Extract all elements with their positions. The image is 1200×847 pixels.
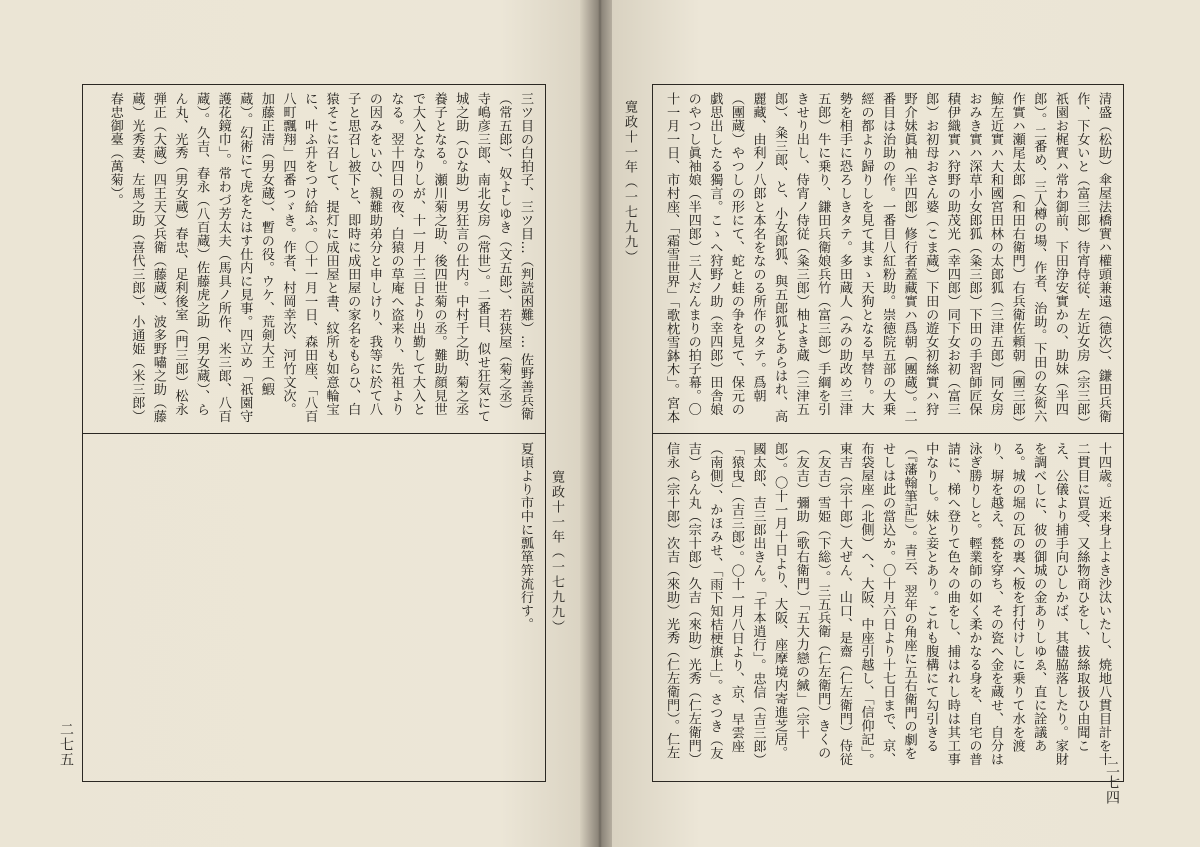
right-page-number: 二七四 <box>1104 760 1120 805</box>
left-page <box>0 0 588 847</box>
right-page <box>612 0 1200 847</box>
left-upper-text: 三ツ目の白拍子、三ツ目…（判読困難）… 佐野善兵衛（常五郎）、奴よしゆき（文五郎）、若狭屋（菊之丞）寺嶋彦三郎、南北女房（常世）。二番目、似せ狂気にて城之助（ひな助）男狂言の仕内。中村千之助、菊之丞養子となる。瀬川菊之助、後四世菊の丞。難助顔見世で大入となりしが、十一月十三日より出勤して大入となる。翌十四日の夜、白猿の草庵へ盗来り、先祖よりの因みをいひ、親難助弟分と申しけり、我等に於て八子と思召し被下と、即時に成田屋の家名をもらひ、白猿そこに召して、提灯に成田屋と書、紋所も如意輪宝に、叶ふ升をつけ給ふ。〇十一月一日、森田座、「八百八町飄翔」四番つゞき。作者、村岡幸次、河竹文次。加藤正清（男女蔵）、暫の役。ウケ、荒剣大王（鰕蔵）。幻術にて虎をたはす仕内に見事。四立め「祇園守護花鏡巾」。常わづ芳太夫（馬具ノ所作、米三郎、八百蔵）。久吉、春永（八百蔵）佐藤虎之助（男女蔵）、らん丸、光秀（男女蔵）春忠、足利後室（門三郎）松永弾正（大蔵）四王天又兵衛（藤蔵）、波多野嘯之助（藤蔵）光秀妻、左馬之助（喜代三郎）、小通姫（米三郎）春忠御臺（萬菊）。 <box>107 92 533 423</box>
right-upper-text: 清盛（松助）傘屋法橋實ハ權頭兼遠（德次）、鎌田兵衛作、下女いと（富三郎）待宵侍従、左近女房（宗三郎）祇園お梶實ハ常わ御前、下田浄安實かの、助妹（半四郎）。二番め、三人樽の場、作者、治助。下田の女衒六作實ハ瀬尾太郎（和田右衛門）右兵衛佐頼朝（團三郎）鯨左近實ハ大和國宮田林の太郎狐（三津五郎）同女房おみき實ハ深草小女郎狐（粂三郎）下田の手習師匠保積伊織實ハ狩野の助茂光（幸四郎）同下女お初（富三郎）お初母おさん婆（こま蔵）下田の遊女初絲實ハ狩野介妹眞袖（半四郎）修行者蓋藏實ハ爲朝（團蔵）。二番目は治助の作。一番目八紅粉助。崇徳院五部の大乗經の都より歸りしを見て其まゝ天狗となる早替り。大勢を相手に恐ろしきタテ。多田蔵人（みの助改め三津五郎）牛に乗り、鎌田兵衛娘兵竹（富三郎）手綱を引きせり出し、侍宵ノ侍従（粂三郎）柚よき蔵（三津五郎）、粂三郎、と、小女郎狐、與五郎狐とあらはれ、高麗藏、由利ノ八郎と本名をなのる所作のタテ。爲朝（團蔵）やつしの形にて、蛇と蛙の争を見て、保元の戯思出したる獨言。こゝへ狩野ノ助（幸四郎）田舎娘のやつし眞袖娘（半四郎）三人だんまりの拍子幕。〇十一月一日、市村座、「霜雪世界」「歌枕雪鉢木」。宮本 <box>664 92 1111 424</box>
left-running-head: 寛政十一年（一七九九） <box>549 470 564 635</box>
left-lower-text: 夏頃より市中に瓢箪笄流行す。 <box>518 442 533 631</box>
left-page-number: 二七五 <box>58 722 74 767</box>
right-lower-text: 十四歳。近来身上よき沙汰いたし、焼地八貫目計を十二貫目に買受、又絲物商ひをし、拔絲取扱ひ由聞こえ、公儀より捕手向ひしかば、其儘脇落したり。家財を調べしに、彼の御城の金ありしゆゑ、直に詮議ある。城の堀の瓦の裏へ板を打付けしに乗りて水を渡り、塀を越え、甃を穿ち、その瓷へ金を蔵せ、自分は泳ぎ勝りしと。輕業師の如く柔かなる身を、自宅の普請に、梯へ登りて色々の曲をし、捕はれし時は其工事中なりし。妹と妾とあり。これも腹構にて勾引きる（『藩翰筆記』）。青云、翌年の角座に五右衛門の劇をせしは此の當込か。〇十月六日より十七日まで、京、布袋屋座（北側）へ、大阪、中座引越し、「信仰記」。東吉（宗十郎）大ぜん、山口、是齋（仁左衛門）侍従（友吉）雪姫（下総）。三五兵衛（仁左衛門）きくの（友吉）彌助（歌右衛門）「五大力戀の緘」（宗十郎）。〇十一月十日より、大阪、座摩境内寄進芝居。國太郎、吉三郎出きん。「千本逍行」。忠信（吉三郎）「猿曳」（吉三郎）。〇十一月八日より、京、早雲座（南側）、かほみせ、「雨下知桔梗旗上」。さつき（友吉）らん丸（宗十郎）久吉（來助）光秀（仁左衛門）信永（宗十郎）次吉（來助）光秀（仁左衛門）。仁左 <box>664 442 1111 767</box>
right-running-head: 寛政十一年（一七九九） <box>622 100 637 265</box>
